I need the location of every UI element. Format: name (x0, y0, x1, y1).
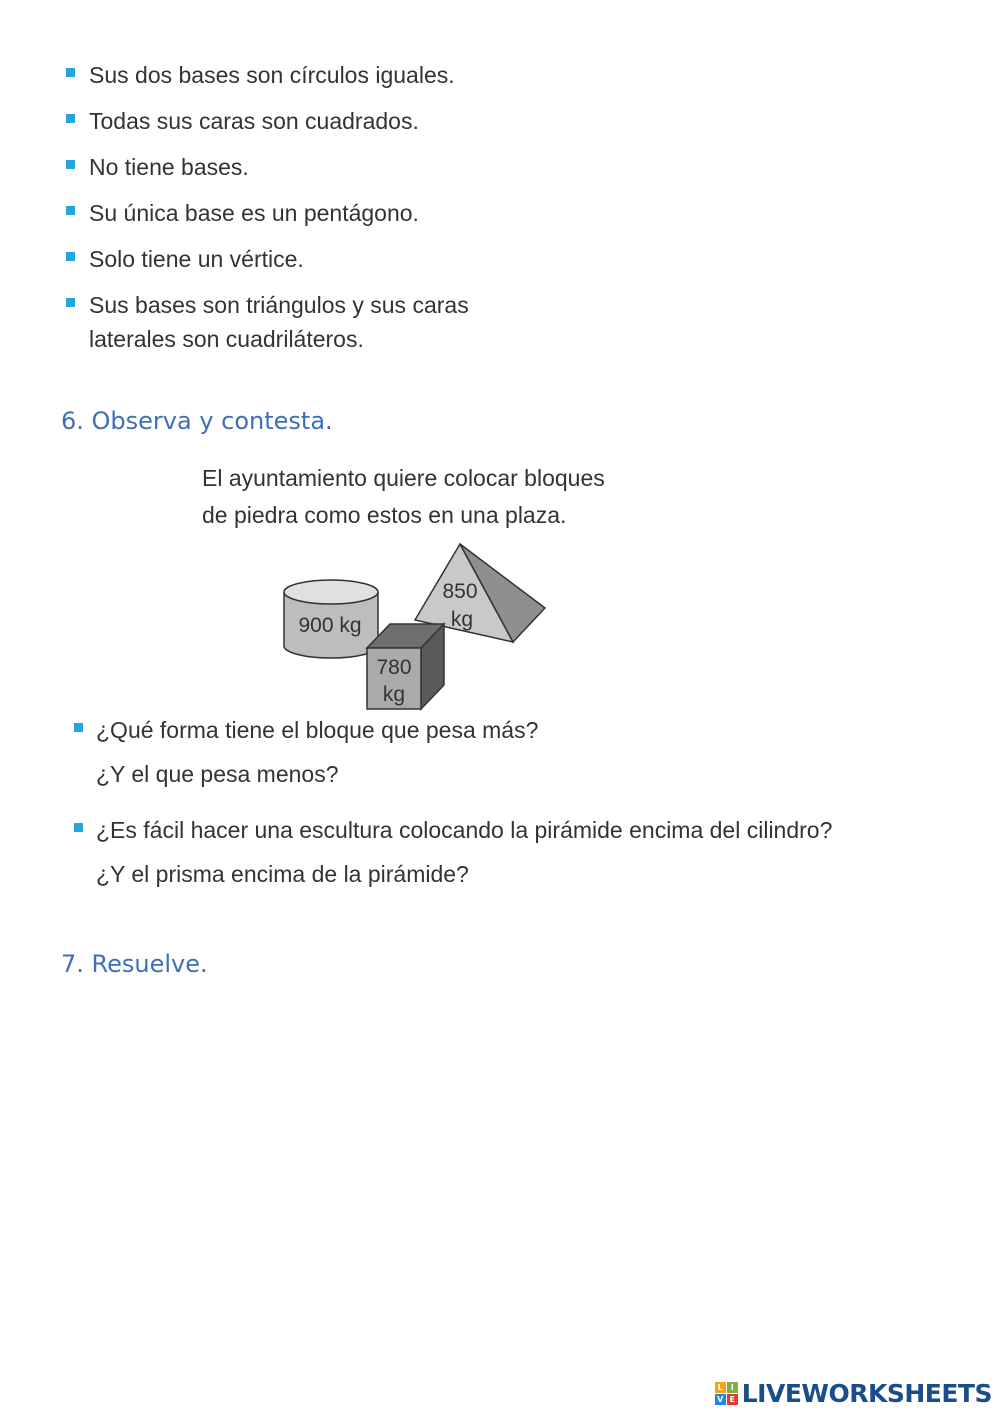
square-bullet-icon (74, 723, 83, 732)
section-6-intro (202, 460, 722, 534)
question-1-sub: ¿Y el que pesa menos? (96, 761, 339, 787)
list-item (66, 150, 626, 184)
logo-text: LIVEWORKSHEETS (741, 1379, 992, 1408)
cube-weight-label: 780 (376, 656, 412, 679)
pyramid-weight-label: 850 (442, 580, 478, 603)
liveworksheets-logo (715, 1379, 992, 1408)
shape-description-list (66, 58, 626, 368)
square-bullet-icon (66, 206, 75, 215)
question-2-line (74, 813, 974, 847)
list-item (66, 104, 626, 138)
square-bullet-icon (74, 823, 83, 832)
list-item (66, 288, 519, 356)
section-7-heading: 7. Resuelve. (61, 950, 208, 978)
logo-letter: L (715, 1382, 726, 1393)
cylinder-shape (284, 580, 378, 658)
intro-line-2: de piedra como estos en una plaza. (202, 502, 567, 528)
list-item (66, 58, 626, 92)
statement-text: Solo tiene un vértice. (89, 246, 304, 272)
list-item (66, 196, 626, 230)
question-1 (74, 713, 974, 791)
question-2-sub: ¿Y el prisma encima de la pirámide? (96, 861, 469, 887)
logo-letter: I (727, 1382, 738, 1393)
cube-shape (367, 624, 444, 709)
statement-text: Todas sus caras son cuadrados. (89, 108, 419, 134)
square-bullet-icon (66, 114, 75, 123)
square-bullet-icon (66, 252, 75, 261)
cube-weight-unit: kg (382, 683, 406, 706)
square-bullet-icon (66, 160, 75, 169)
question-2 (74, 813, 974, 891)
statement-text: Sus dos bases son círculos iguales. (89, 62, 455, 88)
list-item (66, 242, 626, 276)
pyramid-weight-unit: kg (450, 608, 474, 631)
logo-grid-icon (715, 1382, 738, 1405)
section-6-heading: 6. Observa y contesta. (61, 407, 333, 435)
intro-line-1: El ayuntamiento quiere colocar bloques (202, 465, 605, 491)
question-1-text: ¿Qué forma tiene el bloque que pesa más? (96, 717, 539, 743)
cylinder-weight-label: 900 kg (298, 614, 362, 637)
square-bullet-icon (66, 68, 75, 77)
question-2-text: ¿Es fácil hacer una escultura colocando la pirámide encima del cilindro? (96, 817, 833, 843)
logo-letter: V (715, 1394, 726, 1405)
statement-text: Su única base es un pentágono. (89, 200, 419, 226)
question-1-line (74, 713, 974, 747)
statement-text: No tiene bases. (89, 154, 249, 180)
square-bullet-icon (66, 298, 75, 307)
statement-text: Sus bases son triángulos y sus caras laterales son cuadriláteros. (89, 292, 469, 352)
logo-letter: E (727, 1394, 738, 1405)
stone-blocks-figure (270, 538, 560, 713)
